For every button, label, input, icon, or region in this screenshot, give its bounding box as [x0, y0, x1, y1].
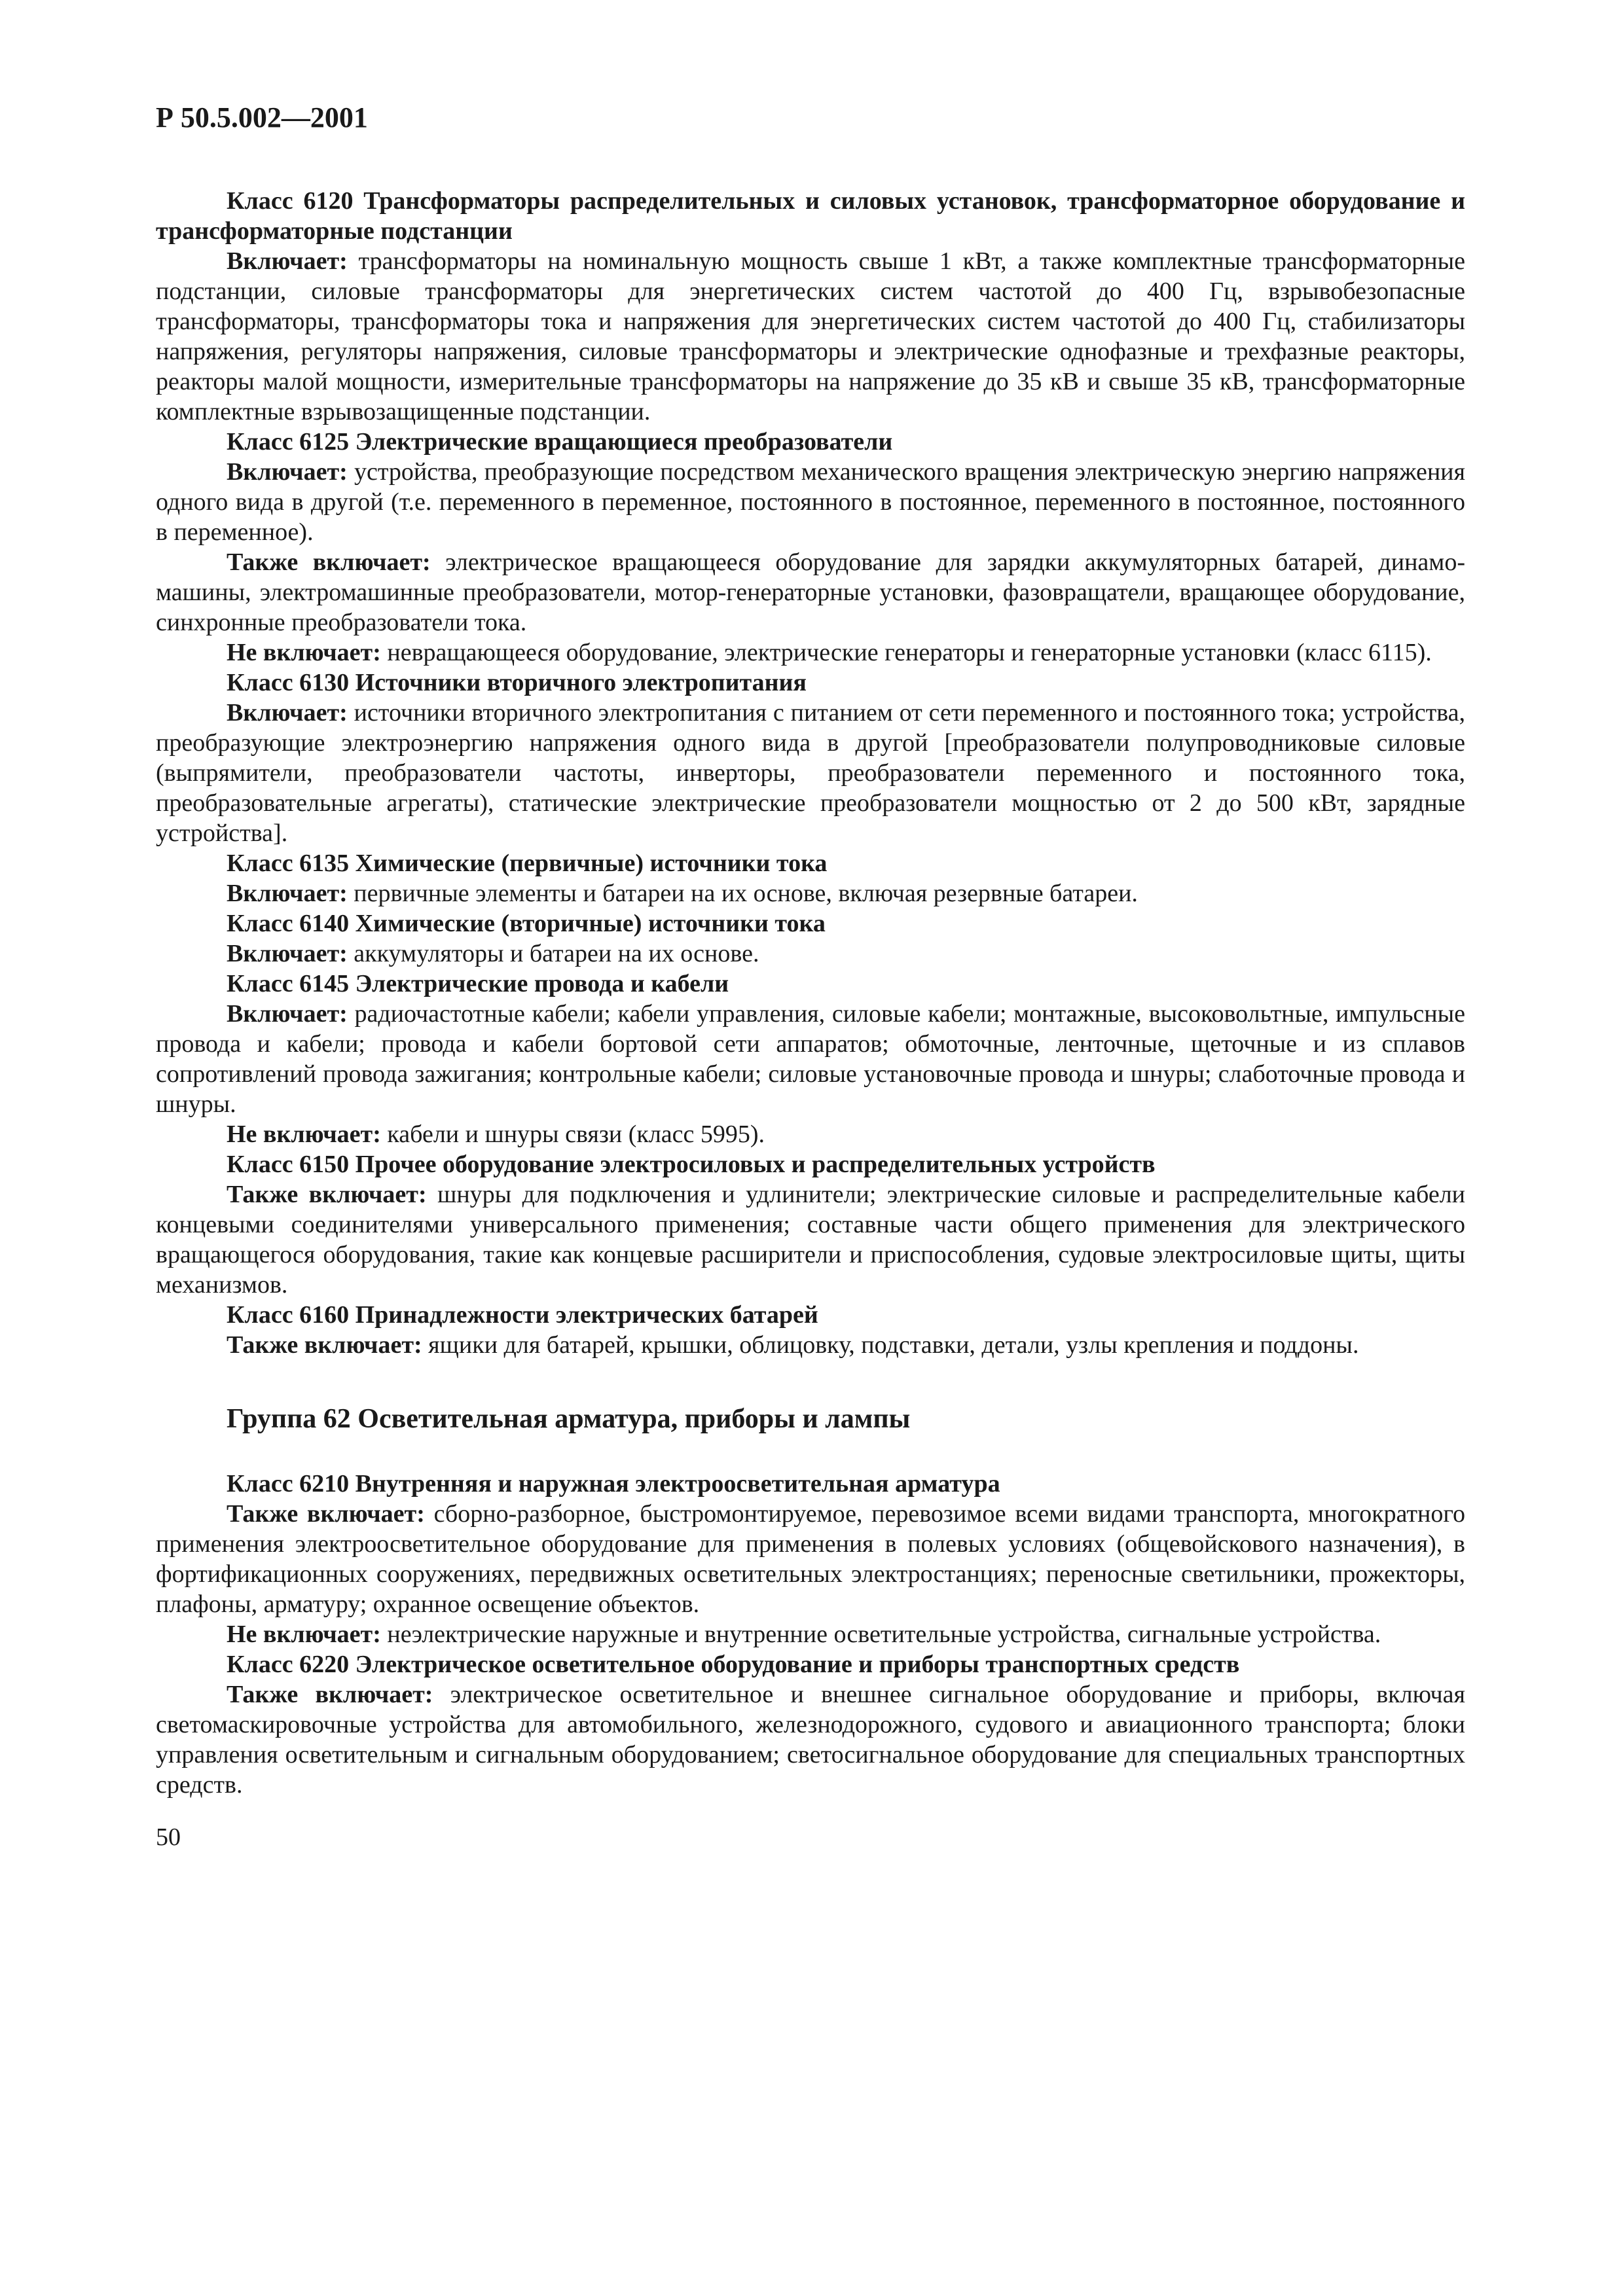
paragraph-lead: Включает:: [227, 699, 348, 726]
class-paragraph: [156, 1679, 1465, 1800]
document-code: Р 50.5.002—2001: [156, 101, 368, 134]
class-title: Класс 6120 Трансформаторы распределительных и силовых установок, трансформаторное оборудование и трансформаторные подстанции: [156, 187, 1465, 245]
paragraph-text: электрическое вращающееся оборудование для зарядки аккумуляторных батарей, динамо-машины, электромашинные преобразователи, мотор-генераторные установки, фазовращатели, вращающее оборудование, синхронные преобразователи тока.: [156, 548, 1465, 636]
paragraph-lead: Также включает:: [227, 1500, 425, 1528]
paragraph-text: источники вторичного электропитания с питанием от сети переменного и постоянного тока; устройства, преобразующие электроэнергию напряжения одного вида в другой [преобразователи полупроводниковые силовые (выпрямители, преобразователи частоты, инверторы, преобразователи переменного и постоянного тока, преобразовательные агрегаты), статические электрические преобразователи мощностью от 2 до 500 кВт, зарядные устройства].: [156, 699, 1465, 847]
paragraph-lead: Включает:: [227, 247, 348, 275]
paragraph-text: радиочастотные кабели; кабели управления, силовые кабели; монтажные, высоковольтные, импульсные провода и кабели; провода и кабели бортовой сети аппаратов; обмоточные, ленточные, щеточные и из сплавов сопротивлений провода зажигания; контрольные кабели; силовые установочные провода и шнуры; слаботочные провода и шнуры.: [156, 1000, 1465, 1118]
class-title: Класс 6220 Электрическое осветительное оборудование и приборы транспортных средств: [227, 1651, 1240, 1678]
class-paragraph: [156, 878, 1465, 908]
paragraph-text: кабели и шнуры связи (класс 5995).: [380, 1121, 765, 1148]
class-paragraph: [156, 547, 1465, 637]
paragraph-lead: Включает:: [227, 880, 348, 907]
class-title: Класс 6125 Электрические вращающиеся преобразователи: [227, 428, 893, 456]
class-paragraph: [156, 1499, 1465, 1619]
class-title: Класс 6130 Источники вторичного электропитания: [227, 669, 807, 696]
paragraph-text: аккумуляторы и батареи на их основе.: [347, 940, 759, 967]
class-paragraph: [156, 1619, 1465, 1649]
class-entry: [156, 668, 1465, 848]
class-entry: [156, 186, 1465, 427]
paragraph-lead: Включает:: [227, 1000, 348, 1028]
class-entry: [156, 848, 1465, 908]
class-entry: [156, 1649, 1465, 1800]
class-entry: [156, 427, 1465, 668]
paragraph-lead: Включает:: [227, 458, 348, 486]
class-paragraph: [156, 457, 1465, 547]
paragraph-text: сборно-разборное, быстромонтируемое, перевозимое всеми видами транспорта, многократного применения электроосветительное оборудование для применения в полевых условиях (общевойскового назначения), в фортификационных сооружениях, передвижных осветительных электростанциях; переносные светильники, прожекторы, плафоны, арматуру; охранное освещение объектов.: [156, 1500, 1466, 1618]
paragraph-lead: Не включает:: [227, 1621, 381, 1648]
paragraph-lead: Также включает:: [227, 548, 431, 576]
class-title: Класс 6145 Электрические провода и кабели: [227, 970, 729, 997]
class-title: Класс 6160 Принадлежности электрических батарей: [227, 1301, 818, 1329]
paragraph-lead: Также включает:: [227, 1331, 422, 1359]
class-paragraph: [156, 698, 1465, 848]
class-title: Класс 6150 Прочее оборудование электросиловых и распределительных устройств: [227, 1151, 1156, 1178]
paragraph-text: устройства, преобразующие посредством механического вращения электрическую энергию напряжения одного вида в другой (т.е. переменного в переменное, постоянного в постоянное, переменного в постоянное, постоянного в переменное).: [156, 458, 1465, 546]
paragraph-text: шнуры для подключения и удлинители; электрические силовые и распределительные кабели концевыми соединителями универсального применения; составные части общего применения для электрического вращающегося оборудования, такие как концевые расширители и приспособления, судовые электросиловые щиты, щиты механизмов.: [156, 1181, 1465, 1299]
paragraph-lead: Также включает:: [227, 1181, 427, 1208]
class-entry: [156, 908, 1465, 969]
class-paragraph: [156, 246, 1465, 427]
class-title: Класс 6140 Химические (вторичные) источники тока: [227, 910, 826, 937]
class-entry: [156, 969, 1465, 1149]
paragraph-lead: Также включает:: [227, 1681, 433, 1708]
page-number: 50: [156, 1823, 181, 1851]
class-entry: [156, 1469, 1465, 1649]
class-paragraph: [156, 999, 1465, 1119]
paragraph-text: невращающееся оборудование, электрические генераторы и генераторные установки (класс 6115).: [380, 639, 1432, 666]
class-paragraph: [156, 1330, 1465, 1360]
paragraph-text: трансформаторы на номинальную мощность свыше 1 кВт, а также комплектные трансформаторные подстанции, силовые трансформаторы для энергетических систем частотой до 400 Гц, взрывобезопасные трансформаторы, трансформаторы тока и напряжения для энергетических систем частотой до 400 Гц, стабилизаторы напряжения, регуляторы напряжения, силовые трансформаторы и электрические однофазные и трехфазные реакторы, реакторы малой мощности, измерительные трансформаторы на напряжение до 35 кВ и свыше 35 кВ, трансформаторные комплектные взрывозащищенные подстанции.: [156, 247, 1465, 425]
class-title: Класс 6210 Внутренняя и наружная электроосветительная арматура: [227, 1470, 1000, 1498]
class-entry: [156, 1300, 1465, 1360]
class-title: Класс 6135 Химические (первичные) источники тока: [227, 850, 828, 877]
paragraph-text: ящики для батарей, крышки, облицовку, подставки, детали, узлы крепления и поддоны.: [422, 1331, 1359, 1359]
class-paragraph: [156, 939, 1465, 969]
paragraph-lead: Не включает:: [227, 639, 381, 666]
class-paragraph: [156, 1119, 1465, 1149]
paragraph-text: первичные элементы и батареи на их основе, включая резервные батареи.: [347, 880, 1138, 907]
paragraph-text: неэлектрические наружные и внутренние осветительные устройства, сигнальные устройства.: [380, 1621, 1381, 1648]
group-title: Группа 62 Осветительная арматура, приборы и лампы: [227, 1404, 911, 1434]
class-paragraph: [156, 637, 1465, 668]
paragraph-text: электрическое осветительное и внешнее сигнальное оборудование и приборы, включая светомаскировочные устройства для автомобильного, железнодорожного, судового и авиационного транспорта; блоки управления осветительным и сигнальным оборудованием; светосигнальное оборудование для специальных транспортных средств.: [156, 1681, 1466, 1799]
paragraph-lead: Не включает:: [227, 1121, 381, 1148]
paragraph-lead: Включает:: [227, 940, 348, 967]
class-entry: [156, 1149, 1465, 1300]
class-paragraph: [156, 1179, 1465, 1300]
document-page: [156, 98, 1465, 1852]
